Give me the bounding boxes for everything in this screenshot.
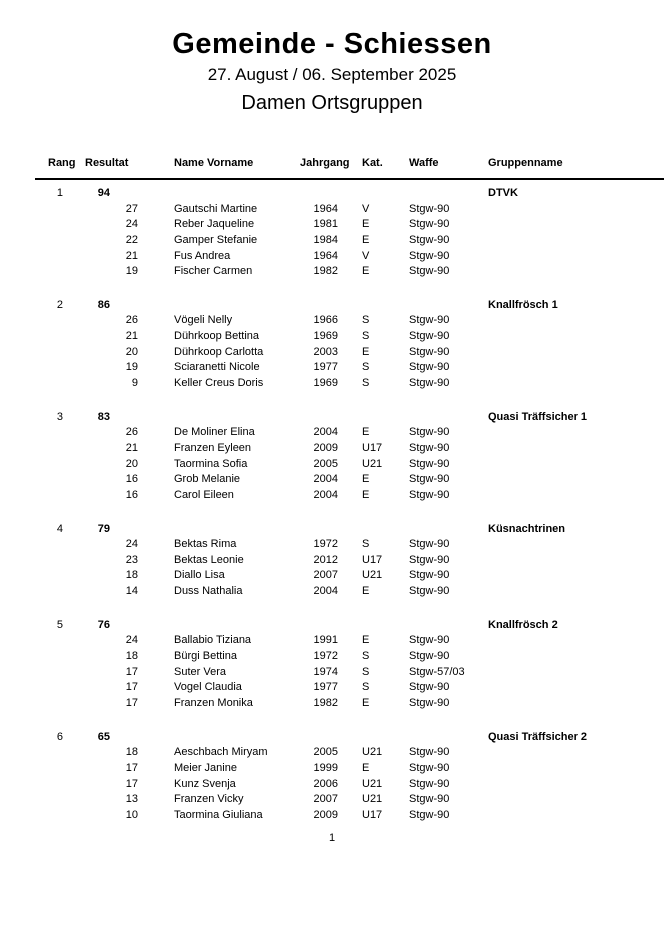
- member-jahrgang: 2007: [313, 793, 338, 806]
- member-waffe: Stgw-90: [409, 361, 450, 374]
- group-block: [35, 298, 664, 392]
- member-jahrgang: 1999: [313, 761, 338, 774]
- member-kat: V: [362, 202, 370, 215]
- member-waffe: Stgw-90: [409, 488, 450, 501]
- member-name: Ballabio Tiziana: [174, 634, 252, 647]
- member-score: 19: [125, 361, 138, 374]
- member-waffe: Stgw-90: [409, 345, 450, 358]
- member-name: Suter Vera: [174, 665, 226, 678]
- member-row: [35, 313, 664, 329]
- member-row: [35, 792, 664, 808]
- member-kat: U21: [362, 746, 383, 759]
- member-jahrgang: 1981: [313, 218, 338, 231]
- group-resultat: 86: [97, 298, 110, 311]
- member-waffe: Stgw-90: [409, 233, 450, 246]
- member-jahrgang: 2005: [313, 457, 338, 470]
- member-waffe: Stgw-90: [409, 218, 450, 231]
- member-kat: U17: [362, 808, 383, 821]
- member-waffe: Stgw-90: [409, 249, 450, 262]
- column-header-gruppenname: Gruppenname: [488, 157, 563, 169]
- member-jahrgang: 1984: [313, 233, 338, 246]
- member-jahrgang: 1977: [313, 361, 338, 374]
- member-score: 18: [125, 650, 138, 663]
- member-kat: U17: [362, 553, 383, 566]
- member-waffe: Stgw-90: [409, 650, 450, 663]
- member-row: [35, 441, 664, 457]
- member-jahrgang: 2004: [313, 488, 338, 501]
- member-waffe: Stgw-90: [409, 330, 450, 343]
- member-jahrgang: 1969: [313, 377, 338, 390]
- member-score: 14: [125, 585, 138, 598]
- member-score: 10: [125, 808, 138, 821]
- member-kat: S: [362, 681, 370, 694]
- member-jahrgang: 1982: [313, 265, 338, 278]
- member-kat: U21: [362, 569, 383, 582]
- group-name: Knallfrösch 2: [488, 618, 558, 631]
- member-waffe: Stgw-90: [409, 746, 450, 759]
- group-resultat: 65: [97, 730, 110, 743]
- member-kat: S: [362, 330, 370, 343]
- member-kat: U21: [362, 793, 383, 806]
- group-resultat: 76: [97, 618, 110, 631]
- member-kat: E: [362, 218, 370, 231]
- member-name: Meier Janine: [174, 761, 237, 774]
- member-score: 27: [125, 202, 138, 215]
- member-kat: E: [362, 585, 370, 598]
- group-name: DTVK: [488, 187, 518, 199]
- member-waffe: Stgw-90: [409, 314, 450, 327]
- member-name: Franzen Monika: [174, 696, 253, 709]
- member-waffe: Stgw-90: [409, 473, 450, 486]
- member-name: Keller Creus Doris: [174, 377, 264, 390]
- member-kat: V: [362, 249, 370, 262]
- group-row: [35, 730, 664, 746]
- member-waffe: Stgw-90: [409, 457, 450, 470]
- member-kat: S: [362, 665, 370, 678]
- member-waffe: Stgw-57/03: [409, 665, 465, 678]
- member-row: [35, 665, 664, 681]
- member-name: Fus Andrea: [174, 249, 231, 262]
- header-divider-rule: [35, 178, 664, 180]
- table-header-row: [35, 156, 664, 172]
- group-rang: 2: [56, 298, 63, 311]
- member-row: [35, 472, 664, 488]
- group-row: [35, 618, 664, 634]
- member-kat: U21: [362, 457, 383, 470]
- member-name: Franzen Eyleen: [174, 441, 252, 454]
- group-row: [35, 186, 664, 202]
- member-name: Sciaranetti Nicole: [174, 361, 260, 374]
- member-name: Vögeli Nelly: [174, 314, 233, 327]
- member-kat: E: [362, 761, 370, 774]
- member-kat: S: [362, 650, 370, 663]
- member-kat: U21: [362, 777, 383, 790]
- group-block: [35, 522, 664, 600]
- member-waffe: Stgw-90: [409, 202, 450, 215]
- member-row: [35, 202, 664, 218]
- member-name: Dührkoop Carlotta: [174, 345, 264, 358]
- column-header-resultat: Resultat: [85, 157, 129, 169]
- member-score: 26: [125, 426, 138, 439]
- member-score: 17: [125, 665, 138, 678]
- group-resultat: 79: [97, 522, 110, 535]
- member-waffe: Stgw-90: [409, 777, 450, 790]
- member-row: [35, 808, 664, 824]
- member-jahrgang: 1991: [313, 634, 338, 647]
- member-name: Fischer Carmen: [174, 265, 253, 278]
- group-name: Küsnachtrinen: [488, 522, 566, 535]
- member-row: [35, 329, 664, 345]
- member-name: Vogel Claudia: [174, 681, 242, 694]
- member-score: 26: [125, 314, 138, 327]
- member-waffe: Stgw-90: [409, 585, 450, 598]
- member-waffe: Stgw-90: [409, 634, 450, 647]
- member-row: [35, 777, 664, 793]
- group-block: [35, 618, 664, 712]
- member-waffe: Stgw-90: [409, 441, 450, 454]
- member-jahrgang: 1974: [313, 665, 338, 678]
- member-name: Grob Melanie: [174, 473, 241, 486]
- member-name: Bektas Rima: [174, 538, 237, 551]
- member-score: 13: [125, 793, 138, 806]
- date-line: 27. August / 06. September 2025: [207, 65, 457, 84]
- group-name: Quasi Träffsicher 1: [488, 410, 588, 423]
- member-name: Aeschbach Miryam: [174, 746, 268, 759]
- member-name: Gamper Stefanie: [174, 233, 258, 246]
- member-row: [35, 553, 664, 569]
- member-score: 20: [125, 345, 138, 358]
- group-name: Knallfrösch 1: [488, 298, 558, 311]
- group-row: [35, 298, 664, 314]
- column-header-name-vorname: Name Vorname: [174, 157, 254, 169]
- member-score: 18: [125, 569, 138, 582]
- member-row: [35, 568, 664, 584]
- member-row: [35, 537, 664, 553]
- member-row: [35, 696, 664, 712]
- member-row: [35, 425, 664, 441]
- category-line: Damen Ortsgruppen: [241, 92, 423, 114]
- member-score: 24: [125, 634, 138, 647]
- member-score: 9: [131, 377, 138, 390]
- member-score: 16: [125, 473, 138, 486]
- group-rang: 3: [56, 410, 63, 423]
- group-row: [35, 410, 664, 426]
- member-jahrgang: 2012: [313, 553, 338, 566]
- member-waffe: Stgw-90: [409, 377, 450, 390]
- member-kat: E: [362, 345, 370, 358]
- member-row: [35, 680, 664, 696]
- group-rang: 6: [56, 730, 63, 743]
- member-jahrgang: 2007: [313, 569, 338, 582]
- member-row: [35, 233, 664, 249]
- member-jahrgang: 2004: [313, 426, 338, 439]
- member-name: Bürgi Bettina: [174, 650, 237, 663]
- member-score: 18: [125, 746, 138, 759]
- member-score: 16: [125, 488, 138, 501]
- group-name: Quasi Träffsicher 2: [488, 730, 588, 743]
- member-jahrgang: 2009: [313, 808, 338, 821]
- member-kat: E: [362, 265, 370, 278]
- member-kat: S: [362, 314, 370, 327]
- group-row: [35, 522, 664, 538]
- member-jahrgang: 1964: [313, 202, 338, 215]
- member-row: [35, 633, 664, 649]
- member-jahrgang: 1982: [313, 696, 338, 709]
- page-number: 1: [328, 832, 336, 844]
- member-row: [35, 488, 664, 504]
- member-waffe: Stgw-90: [409, 793, 450, 806]
- column-header-jahrgang: Jahrgang: [300, 157, 350, 169]
- member-row: [35, 376, 664, 392]
- column-header-rang: Rang: [48, 157, 76, 169]
- member-row: [35, 457, 664, 473]
- member-name: Franzen Vicky: [174, 793, 244, 806]
- member-name: Duss Nathalia: [174, 585, 243, 598]
- member-row: [35, 345, 664, 361]
- member-waffe: Stgw-90: [409, 681, 450, 694]
- group-resultat: 83: [97, 410, 110, 423]
- member-waffe: Stgw-90: [409, 761, 450, 774]
- member-name: Reber Jaqueline: [174, 218, 255, 231]
- member-kat: S: [362, 361, 370, 374]
- page-title: Gemeinde - Schiessen: [172, 28, 492, 60]
- member-row: [35, 217, 664, 233]
- member-name: Diallo Lisa: [174, 569, 225, 582]
- member-score: 17: [125, 696, 138, 709]
- member-score: 22: [125, 233, 138, 246]
- member-kat: E: [362, 233, 370, 246]
- member-name: Taormina Sofia: [174, 457, 248, 470]
- member-jahrgang: 2004: [313, 473, 338, 486]
- member-row: [35, 249, 664, 265]
- group-rang: 1: [56, 187, 63, 199]
- member-score: 24: [125, 218, 138, 231]
- column-header-waffe: Waffe: [409, 157, 439, 169]
- member-row: [35, 649, 664, 665]
- groups: [35, 186, 664, 841]
- group-block: [35, 410, 664, 504]
- member-name: Kunz Svenja: [174, 777, 236, 790]
- member-name: De Moliner Elina: [174, 426, 255, 439]
- member-score: 21: [125, 441, 138, 454]
- member-kat: E: [362, 634, 370, 647]
- member-row: [35, 360, 664, 376]
- member-waffe: Stgw-90: [409, 265, 450, 278]
- member-kat: S: [362, 377, 370, 390]
- member-kat: U17: [362, 441, 383, 454]
- member-jahrgang: 2005: [313, 746, 338, 759]
- member-name: Carol Eileen: [174, 488, 234, 501]
- member-name: Taormina Giuliana: [174, 808, 263, 821]
- member-row: [35, 264, 664, 280]
- member-waffe: Stgw-90: [409, 808, 450, 821]
- member-kat: E: [362, 426, 370, 439]
- group-rang: 5: [56, 618, 63, 631]
- member-score: 24: [125, 538, 138, 551]
- group-block: [35, 186, 664, 280]
- member-kat: E: [362, 473, 370, 486]
- member-jahrgang: 2003: [313, 345, 338, 358]
- member-row: [35, 745, 664, 761]
- member-name: Gautschi Martine: [174, 202, 258, 215]
- member-score: 17: [125, 681, 138, 694]
- member-name: Bektas Leonie: [174, 553, 244, 566]
- group-resultat: 94: [97, 187, 110, 199]
- member-score: 19: [125, 265, 138, 278]
- member-jahrgang: 1977: [313, 681, 338, 694]
- member-kat: S: [362, 538, 370, 551]
- member-waffe: Stgw-90: [409, 538, 450, 551]
- member-score: 21: [125, 249, 138, 262]
- member-row: [35, 761, 664, 777]
- group-rang: 4: [56, 522, 63, 535]
- member-jahrgang: 2004: [313, 585, 338, 598]
- member-jahrgang: 1964: [313, 249, 338, 262]
- member-name: Dührkoop Bettina: [174, 330, 259, 343]
- member-waffe: Stgw-90: [409, 553, 450, 566]
- member-waffe: Stgw-90: [409, 426, 450, 439]
- group-block: [35, 730, 664, 824]
- member-jahrgang: 1972: [313, 538, 338, 551]
- member-row: [35, 584, 664, 600]
- member-score: 20: [125, 457, 138, 470]
- member-waffe: Stgw-90: [409, 696, 450, 709]
- member-jahrgang: 2006: [313, 777, 338, 790]
- member-jahrgang: 1966: [313, 314, 338, 327]
- member-jahrgang: 1972: [313, 650, 338, 663]
- member-score: 23: [125, 553, 138, 566]
- member-kat: E: [362, 696, 370, 709]
- column-header-kat: Kat.: [362, 157, 383, 169]
- member-jahrgang: 2009: [313, 441, 338, 454]
- member-kat: E: [362, 488, 370, 501]
- member-score: 17: [125, 761, 138, 774]
- member-jahrgang: 1969: [313, 330, 338, 343]
- member-score: 21: [125, 330, 138, 343]
- member-score: 17: [125, 777, 138, 790]
- member-waffe: Stgw-90: [409, 569, 450, 582]
